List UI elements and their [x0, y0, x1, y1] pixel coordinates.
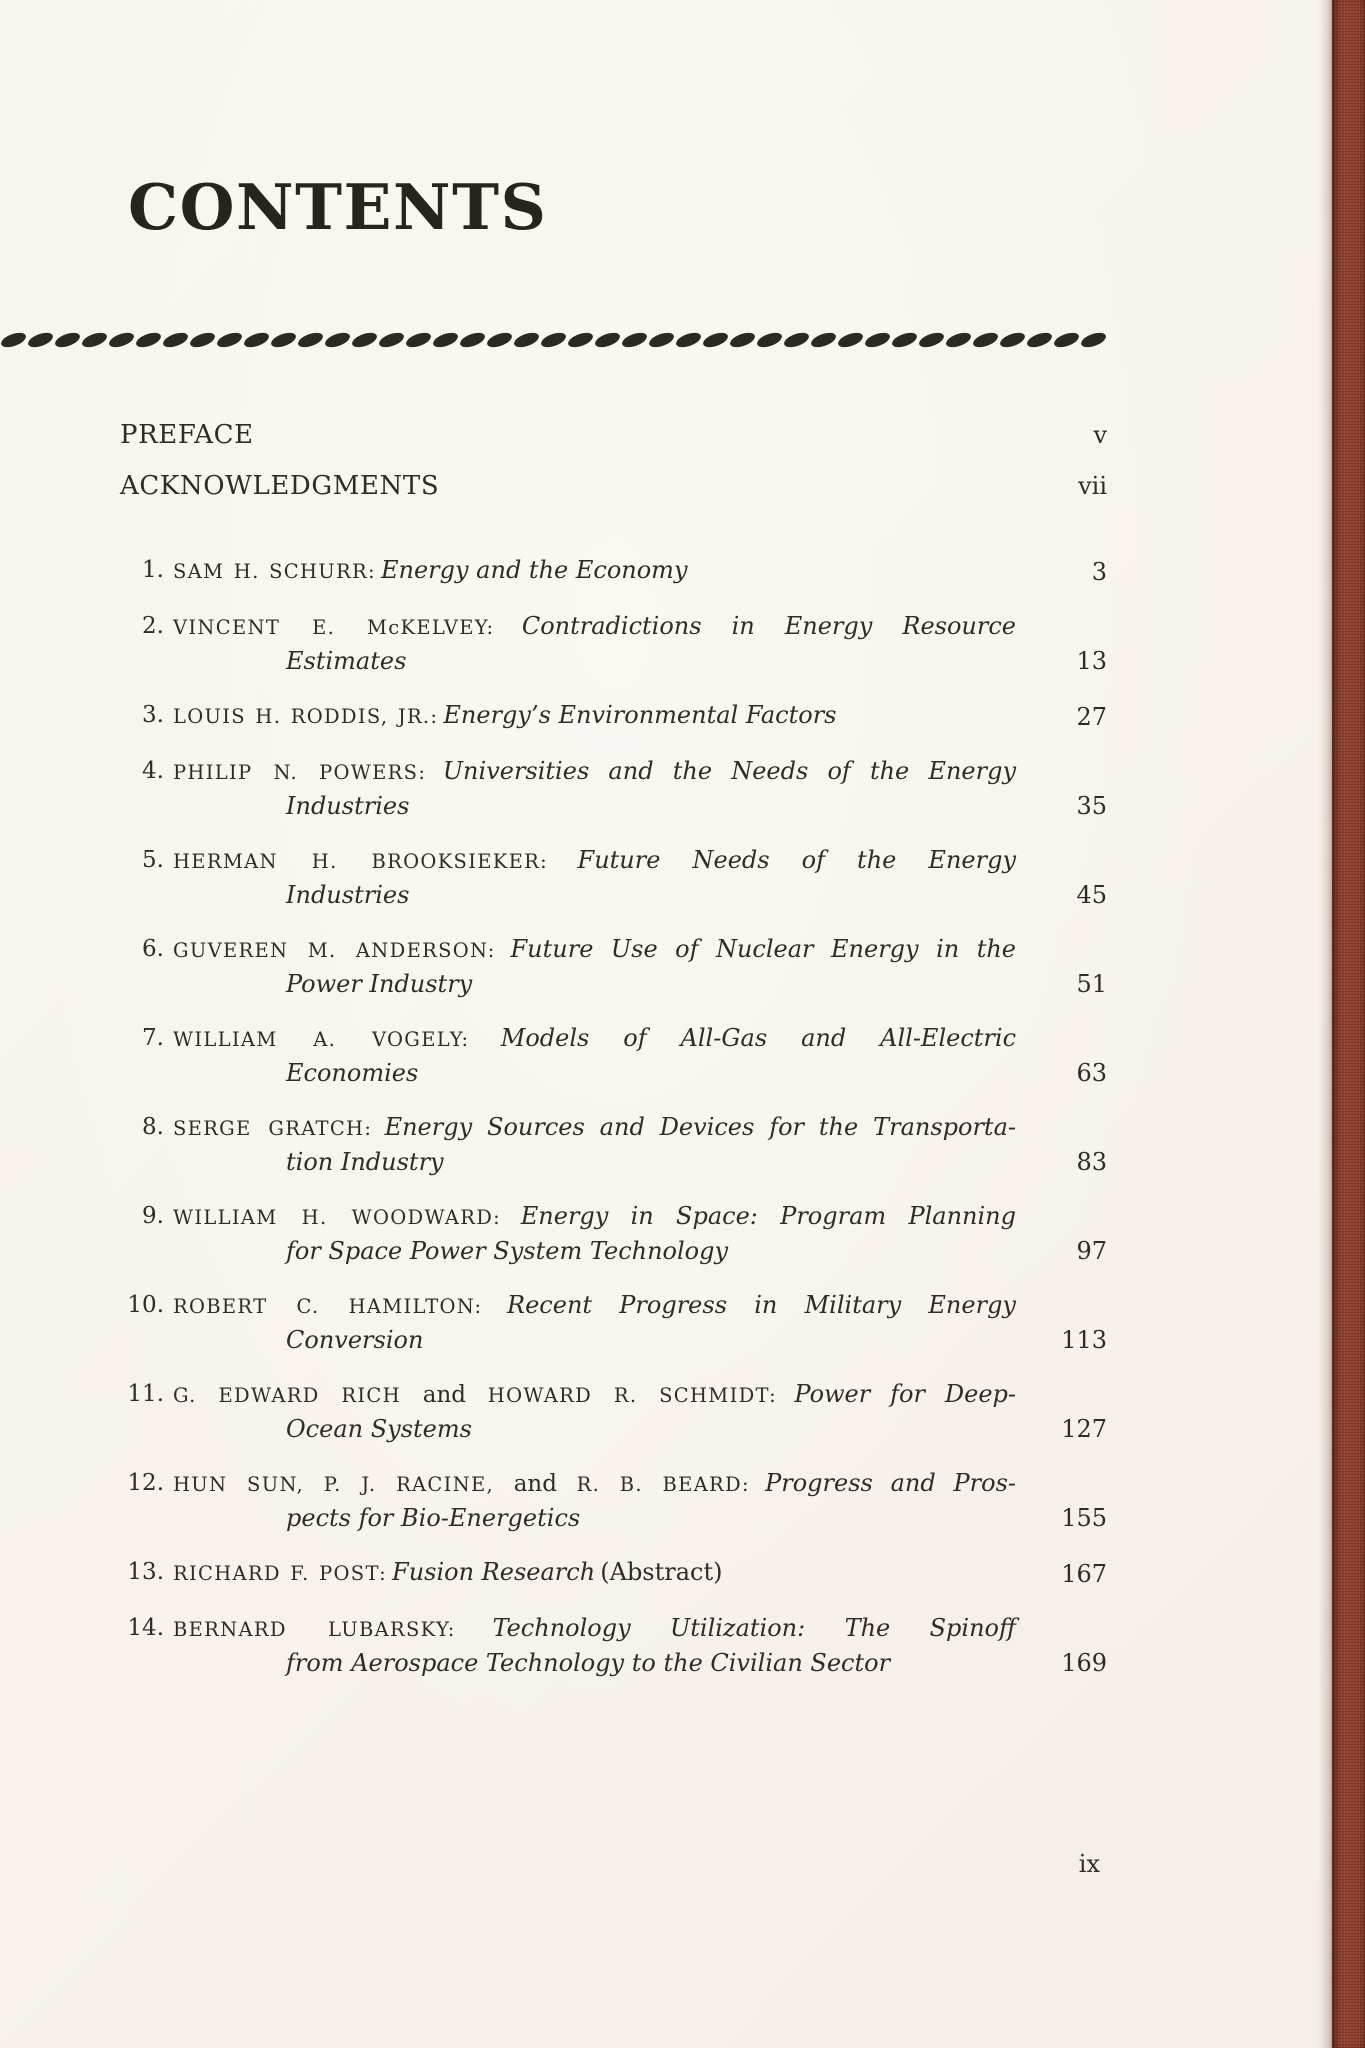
entry-author: BERNARD LUBARSKY:	[173, 1618, 456, 1641]
entry-title: Universities and the Needs of the Energy	[442, 757, 1016, 785]
entry-page-number: 27	[1076, 703, 1107, 731]
toc-entry	[120, 1289, 1107, 1357]
entry-title-continuation: pects for Bio-Energetics	[286, 1504, 581, 1532]
entry-body	[173, 554, 1016, 589]
toc-entry	[120, 610, 1107, 678]
toc-entry	[120, 1378, 1107, 1446]
entry-title-continuation: Industries	[286, 881, 410, 909]
entry-author: RICHARD F. POST:	[173, 1562, 387, 1585]
entry-author: ROBERT C. HAMILTON:	[173, 1295, 483, 1318]
toc-entry	[120, 1022, 1107, 1090]
toc-entry	[120, 844, 1107, 912]
entry-number: 9.	[142, 1203, 164, 1229]
entry-page-number: 51	[1076, 970, 1107, 998]
entry-first-line	[173, 1556, 1016, 1591]
entry-title: Technology Utilization: The Spinoff	[492, 1614, 1017, 1642]
entry-number: 14.	[127, 1615, 164, 1641]
book-binding-cloth	[1332, 0, 1365, 2048]
entry-first-line	[173, 1289, 1016, 1324]
entry-body	[173, 699, 1016, 734]
entry-page-number: 127	[1061, 1415, 1107, 1443]
front-matter-label: ACKNOWLEDGMENTS	[120, 471, 440, 501]
entry-author: LOUIS H. RODDIS, JR.:	[173, 705, 439, 728]
entry-number: 8.	[142, 1114, 164, 1140]
entry-page-number: 83	[1076, 1148, 1107, 1176]
table-of-contents	[120, 420, 1107, 1701]
entry-page-number: 167	[1061, 1560, 1107, 1588]
entry-title: Models of All-Gas and All-Electric	[500, 1024, 1017, 1052]
entry-title: Fusion Research	[392, 1558, 596, 1586]
entry-title-continuation: Estimates	[286, 647, 407, 675]
toc-entry	[120, 1467, 1107, 1535]
toc-entry	[120, 1111, 1107, 1179]
entry-title: Contradictions in Energy Resource	[521, 612, 1016, 640]
entry-title-continuation: Conversion	[286, 1326, 424, 1354]
entry-first-line	[173, 610, 1016, 645]
entry-number: 12.	[127, 1470, 164, 1496]
entry-first-line	[173, 933, 1016, 968]
author-connector: and	[513, 1471, 557, 1497]
entry-first-line	[173, 1612, 1016, 1647]
entry-first-line	[173, 1467, 1016, 1502]
entry-body	[173, 1022, 1016, 1090]
page-number-folio: ix	[1078, 1850, 1100, 1878]
toc-entry	[120, 755, 1107, 823]
entry-page-number: 169	[1061, 1649, 1107, 1677]
entry-author: WILLIAM A. VOGELY:	[173, 1028, 470, 1051]
toc-entry	[120, 1612, 1107, 1680]
entry-first-line	[173, 554, 1016, 589]
toc-entry-list	[120, 554, 1107, 1680]
entry-page-number: 45	[1076, 881, 1107, 909]
entry-first-line	[173, 1022, 1016, 1057]
entry-first-line	[173, 755, 1016, 790]
entry-first-line	[173, 844, 1016, 879]
entry-page-number: 35	[1076, 792, 1107, 820]
entry-author: VINCENT E. McKELVEY:	[173, 616, 495, 639]
entry-body	[173, 1111, 1016, 1179]
entry-number: 4.	[142, 758, 164, 784]
entry-title: Energy in Space: Program Planning	[520, 1202, 1016, 1230]
entry-author: PHILIP N. POWERS:	[173, 761, 427, 784]
entry-number: 10.	[127, 1292, 164, 1318]
entry-title-continuation: for Space Power System Technology	[286, 1237, 729, 1265]
entry-page-number: 113	[1061, 1326, 1107, 1354]
entry-page-number: 97	[1076, 1237, 1107, 1265]
entry-title-continuation: tion Industry	[286, 1148, 444, 1176]
entry-author: HERMAN H. BROOKSIEKER:	[173, 850, 549, 873]
entry-body	[173, 844, 1016, 912]
entry-author: SAM H. SCHURR:	[173, 560, 376, 583]
page-title: CONTENTS	[128, 170, 548, 244]
toc-entry	[120, 1200, 1107, 1268]
entry-title: Future Use of Nuclear Energy in the	[510, 935, 1016, 963]
entry-number: 3.	[142, 702, 164, 728]
entry-body	[173, 1289, 1016, 1357]
entry-title: Energy and the Economy	[380, 556, 688, 584]
entry-title-continuation: Economies	[286, 1059, 419, 1087]
entry-title-continuation: Ocean Systems	[286, 1415, 472, 1443]
entry-author: SERGE GRATCH:	[173, 1117, 373, 1140]
entry-number: 6.	[142, 936, 164, 962]
entry-page-number: 155	[1061, 1504, 1107, 1532]
toc-entry	[120, 1556, 1107, 1591]
entry-author: GUVEREN M. ANDERSON:	[173, 939, 496, 962]
entry-number: 1.	[142, 557, 164, 583]
entry-body	[173, 1467, 1016, 1535]
front-matter-page-number: vii	[1078, 472, 1107, 500]
entry-title: Future Needs of the Energy	[577, 846, 1016, 874]
page-edge-shadow	[1318, 0, 1332, 2048]
author-connector: and	[422, 1382, 466, 1408]
toc-entry	[120, 933, 1107, 1001]
entry-number: 13.	[127, 1559, 164, 1585]
entry-first-line	[173, 699, 1016, 734]
entry-author: HUN SUN, P. J. RACINE, and R. B. BEARD:	[173, 1471, 750, 1497]
entry-body	[173, 1556, 1016, 1591]
entry-number: 7.	[142, 1025, 164, 1051]
rope-divider-ornament	[0, 328, 1108, 352]
entry-body	[173, 1200, 1016, 1268]
toc-front-matter-row	[120, 420, 1107, 471]
entry-first-line	[173, 1378, 1016, 1413]
toc-front-matter-row	[120, 471, 1107, 522]
entry-number: 11.	[127, 1381, 164, 1407]
entry-number: 5.	[142, 847, 164, 873]
entry-body	[173, 755, 1016, 823]
entry-page-number: 63	[1076, 1059, 1107, 1087]
entry-author: G. EDWARD RICH and HOWARD R. SCHMIDT:	[173, 1382, 777, 1408]
entry-number: 2.	[142, 613, 164, 639]
entry-title: Energy Sources and Devices for the Transporta-	[384, 1113, 1016, 1141]
entry-page-number: 3	[1091, 558, 1107, 586]
entry-page-number: 13	[1076, 647, 1107, 675]
entry-first-line	[173, 1200, 1016, 1235]
entry-title-continuation: from Aerospace Technology to the Civilian Sector	[286, 1649, 891, 1677]
toc-entry	[120, 554, 1107, 589]
entry-title-suffix: (Abstract)	[600, 1558, 723, 1586]
entry-title: Recent Progress in Military Energy	[507, 1291, 1016, 1319]
entry-title: Energy’s Environmental Factors	[443, 701, 837, 729]
front-matter-label: PREFACE	[120, 420, 254, 450]
entry-body	[173, 610, 1016, 678]
entry-body	[173, 933, 1016, 1001]
entry-body	[173, 1378, 1016, 1446]
entry-title: Progress and Pros-	[765, 1469, 1017, 1497]
entry-body	[173, 1612, 1016, 1680]
toc-entry	[120, 699, 1107, 734]
entry-first-line	[173, 1111, 1016, 1146]
front-matter-page-number: v	[1093, 421, 1107, 449]
rope-divider-svg	[0, 328, 1108, 352]
entry-title-continuation: Power Industry	[286, 970, 473, 998]
entry-title: Power for Deep-	[794, 1380, 1017, 1408]
entry-title-continuation: Industries	[286, 792, 410, 820]
entry-author: WILLIAM H. WOODWARD:	[173, 1206, 502, 1229]
